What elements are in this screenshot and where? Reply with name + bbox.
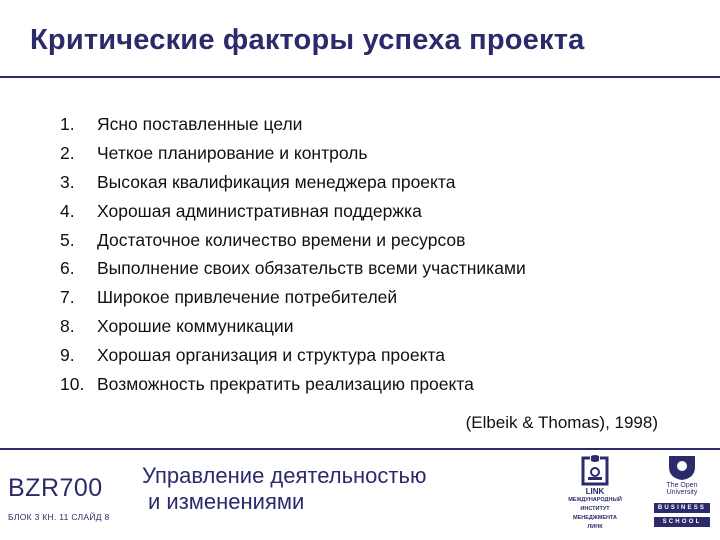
list-item: [60, 254, 526, 283]
open-university-name-line: University: [666, 489, 698, 496]
module-title-line2: и изменениями: [148, 489, 305, 514]
list-item-number: 2.: [60, 142, 75, 163]
list-item-number: 3.: [60, 171, 75, 192]
list-item-text: Хорошая организация и структура проекта: [97, 345, 446, 366]
link-logo-subtitle-line: МЕЖДУНАРОДНЫЙ: [568, 497, 622, 503]
list-item-number: 10.: [60, 374, 85, 395]
list-item-number: 5.: [60, 229, 75, 250]
open-university-logo: [652, 455, 712, 530]
list-item-number: 1.: [60, 114, 75, 134]
list-item: [60, 341, 526, 370]
course-code: BZR700: [8, 474, 103, 502]
slide-title: Критические факторы успеха проекта: [30, 24, 585, 56]
link-logo-subtitle-line: ЛИНК: [587, 524, 603, 530]
success-factors-list: [60, 110, 526, 399]
open-university-name-line: The Open: [666, 482, 698, 489]
list-item: [60, 197, 526, 226]
open-university-shield-icon: [668, 455, 696, 481]
list-item-text: Хорошая административная поддержка: [97, 200, 422, 221]
list-item: [60, 168, 526, 197]
link-emblem-icon: [580, 455, 610, 487]
list-item-text: Хорошие коммуникации: [97, 316, 294, 337]
list-item-text: Четкое планирование и контроль: [97, 142, 368, 163]
link-logo-subtitle-line: МЕНЕДЖМЕНТА: [573, 515, 617, 521]
link-logo-name: LINK: [585, 487, 605, 496]
list-item-text: Достаточное количество времени и ресурсов: [97, 229, 466, 250]
list-item-text: Высокая квалификация менеджера проекта: [97, 171, 456, 192]
list-item-number: 7.: [60, 287, 75, 308]
slide-reference: БЛОК 3 КН. 11 СЛАЙД 8: [8, 512, 110, 522]
list-item-text: Широкое привлечение потребителей: [97, 287, 398, 308]
list-item: [60, 226, 526, 255]
business-band: BUSINESS: [654, 503, 710, 513]
module-title: [142, 463, 426, 515]
link-logo: [556, 455, 634, 540]
title-divider: [0, 76, 720, 78]
citation: (Elbeik & Thomas), 1998): [465, 413, 658, 432]
open-university-name: [652, 482, 712, 496]
list-item-number: 6.: [60, 258, 75, 279]
list-item-number: 4.: [60, 200, 75, 221]
list-item-number: 8.: [60, 316, 75, 337]
school-band: SCHOOL: [654, 517, 710, 527]
list-item: [60, 370, 526, 399]
list-item-text: Ясно поставленные цели: [97, 114, 303, 134]
list-item: [60, 283, 526, 312]
list-item: [60, 312, 526, 341]
footer-divider: [0, 448, 720, 450]
list-item: [60, 110, 526, 139]
list-item-text: Выполнение своих обязательств всеми участниками: [97, 258, 526, 279]
link-logo-subtitle: [556, 496, 634, 532]
link-logo-subtitle-line: ИНСТИТУТ: [580, 506, 610, 512]
list-item-text: Возможность прекратить реализацию проекта: [97, 374, 474, 395]
module-title-line1: Управление деятельностью: [142, 463, 427, 488]
list-item-number: 9.: [60, 345, 75, 366]
list-item: [60, 139, 526, 168]
